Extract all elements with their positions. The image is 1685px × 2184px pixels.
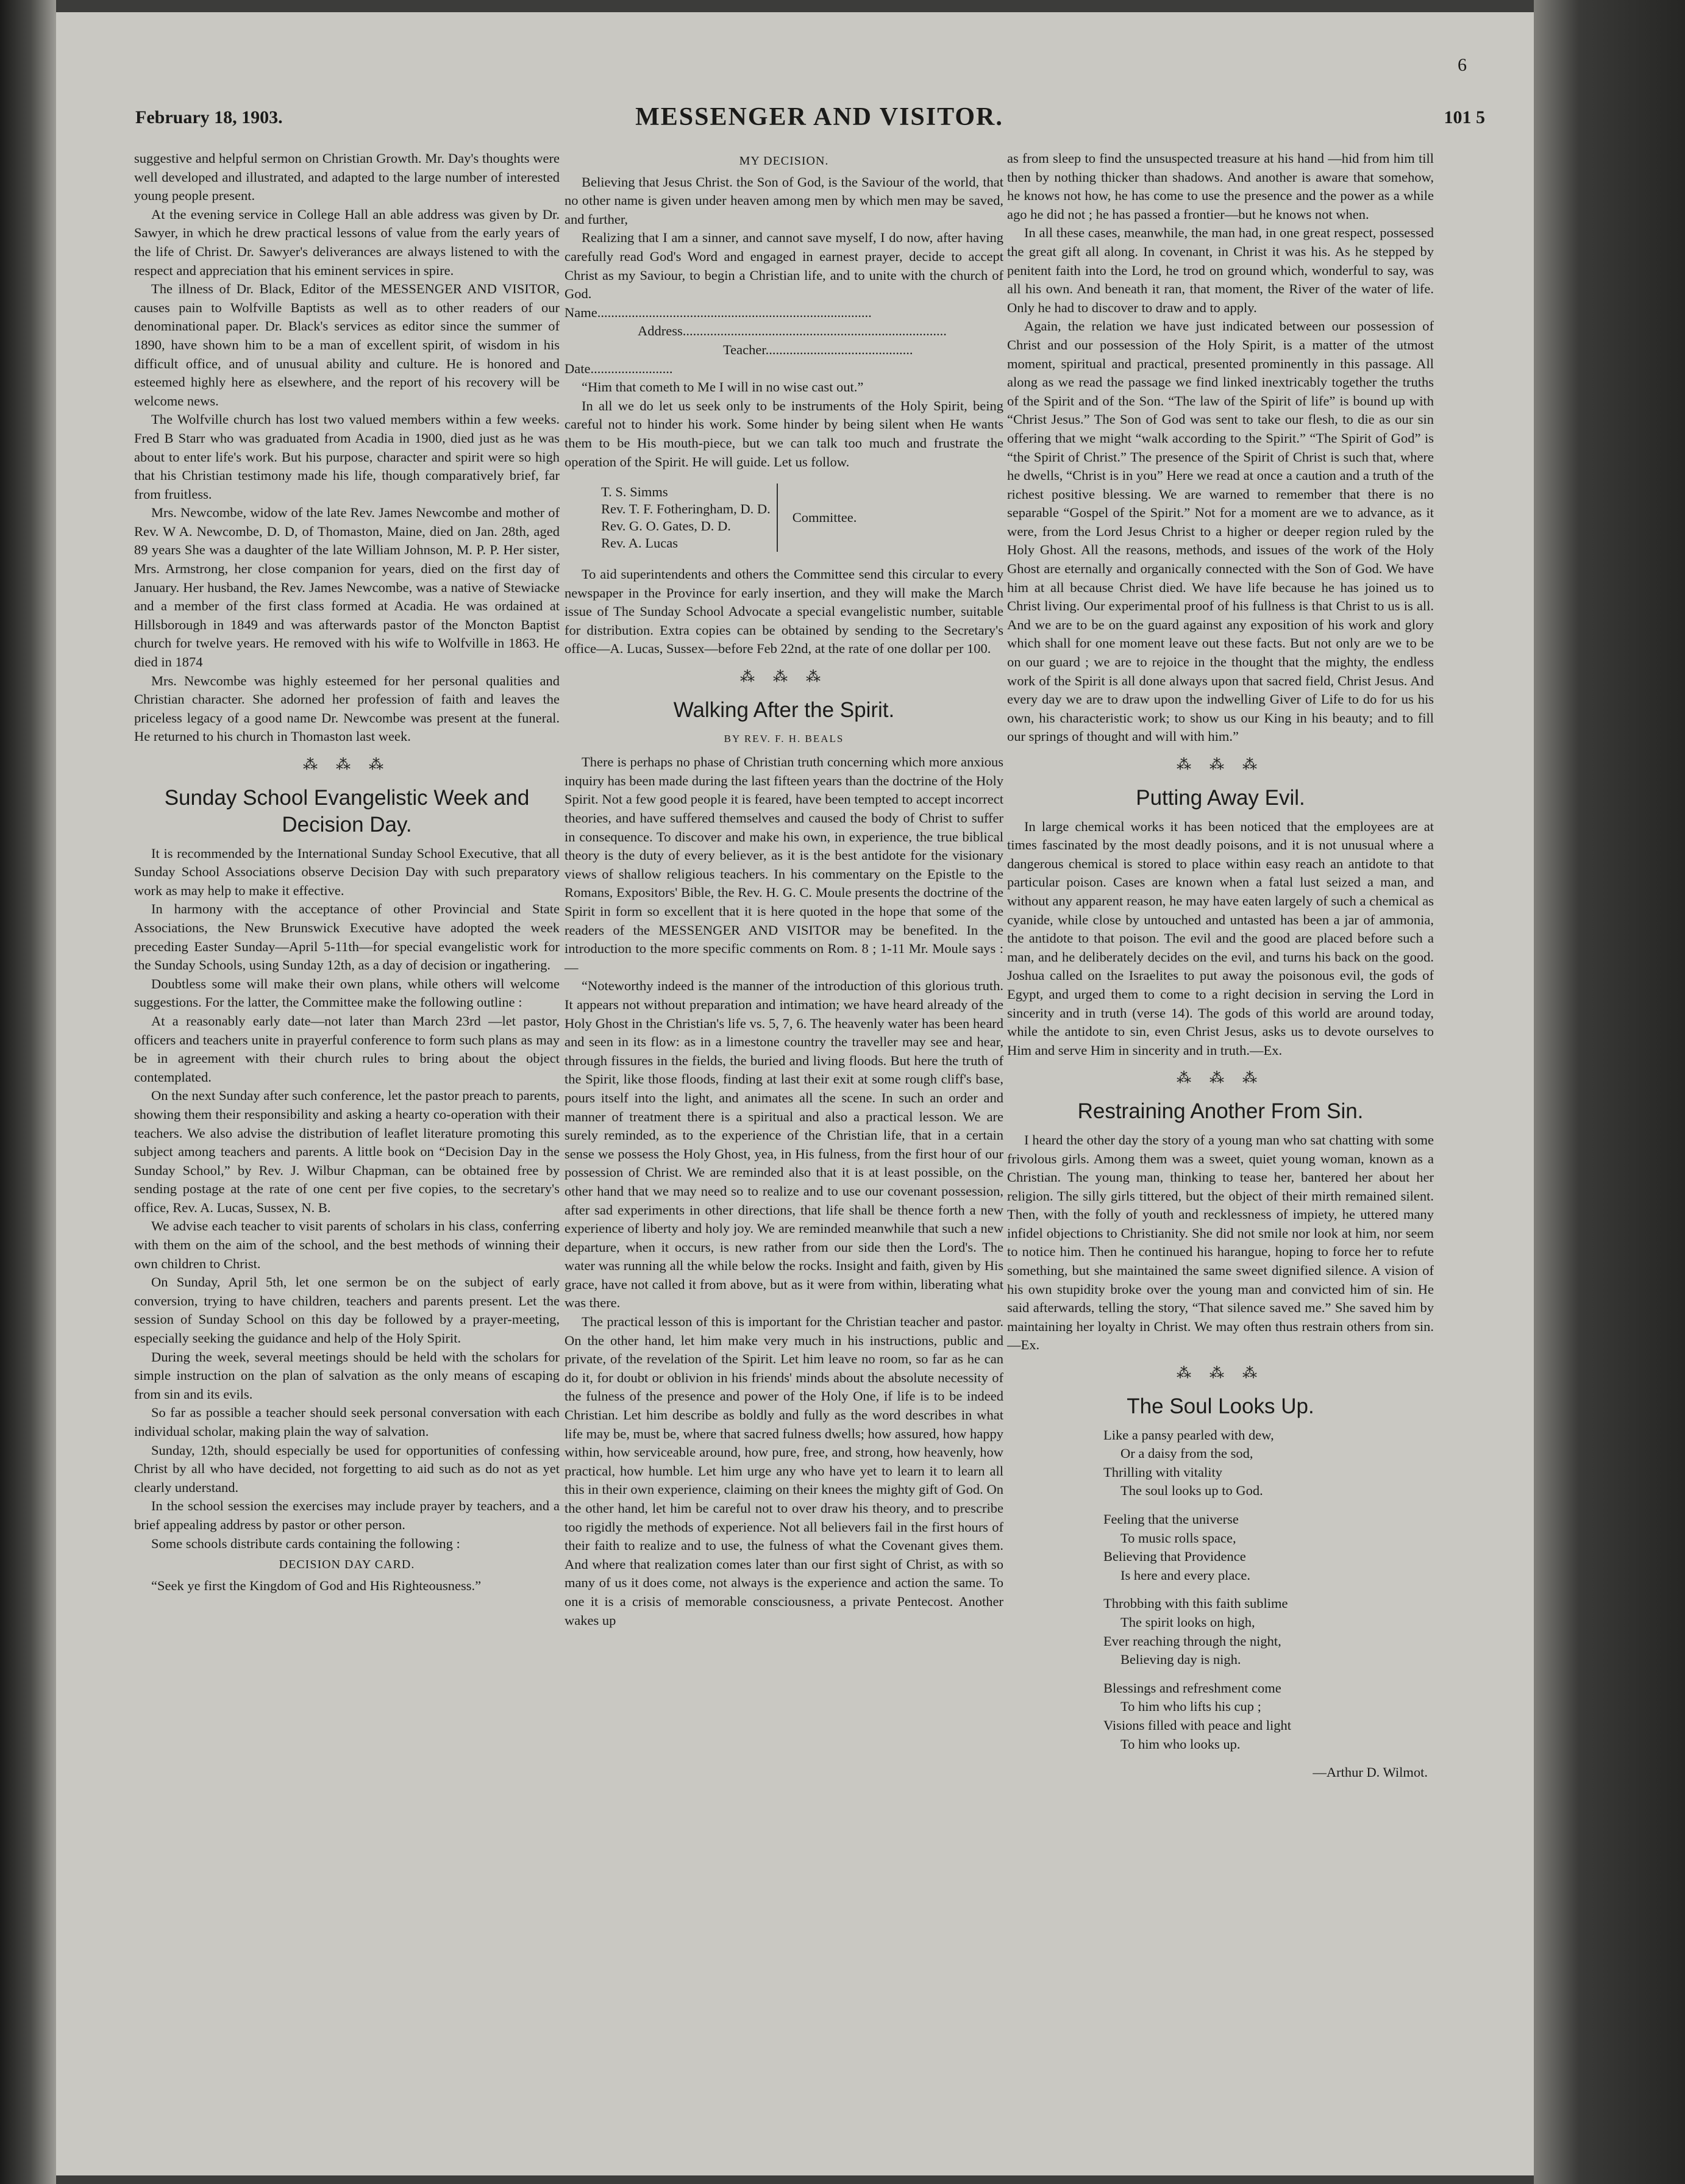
committee-label: Committee. <box>792 509 857 525</box>
section-ornament: ⁂ ⁂ ⁂ <box>1177 757 1264 773</box>
paragraph: In the school session the exercises may include prayer by teachers, and a brief appealing address by pastor or other person. <box>134 1498 560 1532</box>
poem-stanza <box>1086 1679 1434 1754</box>
paragraph: Realizing that I am a sinner, and cannot save myself, I do now, after having carefully read God's Word and engaged in earnest prayer, decide to accept Christ as my Saviour, to begin a Christian life, and to unite with the church of God. <box>565 230 1003 302</box>
masthead-title: MESSENGER AND VISITOR. <box>635 103 1003 131</box>
section-ornament: ⁂ ⁂ ⁂ <box>303 757 391 773</box>
poem-line: To music rolls space, <box>1120 1530 1236 1546</box>
paragraph: We advise each teacher to visit parents of scholars in his class, conferring with them on the aim of the school, and the best methods of winning their own children to Christ. <box>134 1218 560 1271</box>
paragraph: Again, the relation we have just indicated between our possession of Christ and our possession of the Holy Spirit, is a matter of the utmost moment, spiritual and practical, presented prominently in this passage. All along as we read the passage we find linked inextricably together the truths of the Spirit and of the Son. “The law of the Spirit of life” is bound up with “Christ Jesus.” The Son of God was sent to take our flesh, to die as our sin offering that we might “walk according to the Spirit.” “The Spirit of God” is “the Spirit of Christ.” The presence of the Spirit of Christ is such that, where he dwells, “Christ is in you” Here we read at once a caution and a truth of the richest positive blessing. We are warned to remember that there is no separable “Gospel of the Spirit.” Not for a moment are we to advance, as it were, from the Lord Jesus Christ to a higher or deeper region ruled by the Holy Ghost. All the reasons, methods, and issues of the work of the Holy Ghost are eternally and organically connected with the Son of God. We have him at all because Christ died. We have life because he has joined us to Christ living. Our experimental proof of his fullness is that Christ to us is all. And we are to be on the guard against any exposition of his work and glory which shall for one moment leave out these facts. But not only are we to be on our guard ; we are to rejoice in the thought that the mighty, the endless work of the Spirit is all done always upon that sacred field, Christ Jesus. And every day we are to draw upon the indwelling Giver of Life to do for us his own, his characteristic work; to show us our King in his beauty; and to fill our springs of thought and will with him.” <box>1007 318 1434 744</box>
paragraph: In harmony with the acceptance of other Provincial and State Associations, the New Brunswick Executive have adopted the week preceding Easter Sunday—April 5-11th—for special evangelistic work for the Sunday Schools, using Sunday 12th, as a day of decision or ingathering. <box>134 901 560 973</box>
paragraph: Believing that Jesus Christ. the Son of God, is the Saviour of the world, that no other name is given under heaven among men by which men may be saved, and further, <box>565 174 1003 227</box>
paragraph: Sunday, 12th, should especially be used for opportunities of confessing Christ by all who have decided, not forgetting to aid such as do not as yet clearly understand. <box>134 1442 560 1495</box>
section-ornament: ⁂ ⁂ ⁂ <box>740 669 828 686</box>
paragraph: In all these cases, meanwhile, the man had, in one great respect, possessed the great gift all along. In covenant, in Christ it was his. As he stepped by penitent faith into the Lord, he trod on ground which, wonderful to say, was all his own. And beneath it ran, that moment, the River of the water of life. Only he had to discover to draw and to apply. <box>1007 225 1434 315</box>
committee-member: Rev. G. O. Gates, D. D. <box>601 518 731 534</box>
poem-line: Visions filled with peace and light <box>1103 1717 1291 1733</box>
poem-line: Believing that Providence <box>1103 1549 1246 1565</box>
poem-line: Believing day is nigh. <box>1120 1652 1241 1668</box>
poem-line: To him who lifts his cup ; <box>1120 1699 1261 1715</box>
paragraph: On Sunday, April 5th, let one sermon be on the subject of early conversion, trying to have children, teachers and parents present. Let the session of Sunday School on this day be followed by a prayer-meeting, especially seeking the guidance and help of the Holy Spirit. <box>134 1274 560 1346</box>
column-1 <box>134 149 560 1595</box>
paragraph: The practical lesson of this is important for the Christian teacher and pastor. On the other hand, let him make very much in his instructions, public and private, of the revelation of the Spirit. Let him leave no room, so far as he can do it, for doubt or oblivion in his friends' minds about the absolute necessity of the fulness of the presence and power of the Holy One, if life is to be indeed Christian. Let him describe as boldly and fully as the word describes in what life may be, must be, where that sacred fulness dwells; how assured, how happy within, how serviceable around, how pure, free, and strong, how heavenly, how practical, how humble. Let him urge any who have yet to learn it to learn all this in their own experience, claiming on their knees the mighty gift of God. On the other hand, let him be careful not to over draw his theory, and to prescribe too rigidly the methods of experience. Not all believers fail in the first hours of their faith to realize and to use, the fulness of what the Covenant gives them. And where that realization comes later than our first sight of Christ, as with so many of us it does come, not always is the experience and action the same. To one it is a crisis of memorable consciousness, a private Pentecost. Another wakes up <box>565 1314 1003 1628</box>
poem-line: Like a pansy pearled with dew, <box>1103 1427 1274 1443</box>
paragraph: It is recommended by the International Sunday School Executive, that all Sunday School Associations observe Decision Day with such preparatory work as may help to make it effective. <box>134 845 560 898</box>
paragraph: The Wolfville church has lost two valued members within a few weeks. Fred B Starr who was graduated from Acadia in 1900, died just as he was about to enter life's work. But his purpose, character and spirit were so high that his Christian testimony made his life, though comparatively brief, far from fruitless. <box>134 412 560 502</box>
poem-line: The spirit looks on high, <box>1120 1614 1255 1630</box>
form-name-line: Name................................................................................ <box>565 304 872 320</box>
poem-author: —Arthur D. Wilmot. <box>1313 1765 1428 1780</box>
paragraph: I heard the other day the story of a young man who sat chatting with some frivolous girls. Among them was a sweet, quiet young woman, known as a Christian. The young man, thinking to tease her, bantered her about her religion. The silly girls tittered, but the object of their mirth remained silent. Then, with the folly of youth and recklessness of impiety, he uttered many infidel objections to Christianity. She did not smile nor look at him, nor seem to notice him. Then he continued his harangue, hoping to force her to refute something, but she maintained the same sweet dignified silence. A vision of his own stupidity broke over the young man and convicted him of sin. He said afterwards, telling the story, “That silence saved me.” She saved him by maintaining her loyalty in Christ. We may often thus restrain others from sin.—Ex. <box>1007 1132 1434 1353</box>
poem <box>1086 1426 1434 1754</box>
poem-stanza <box>1086 1426 1434 1501</box>
page-header <box>135 55 1503 140</box>
committee-member: T. S. Simms <box>601 484 668 500</box>
paragraph: Mrs. Newcombe was highly esteemed for her personal qualities and Christian character. She adorned her profession of faith and leaves the priceless legacy of a good name Dr. Newcombe was present at the funeral. He returned to his church in Thomaston last week. <box>134 673 560 744</box>
card-heading: DECISION DAY CARD. <box>279 1558 415 1572</box>
paragraph: as from sleep to find the unsuspected treasure at his hand —hid from him till then by nothing thicker than shadows. And another is aware that somehow, he knows not how, he has come to use the presence and the power as a while ago he did not ; he has passed a frontier—but he knows not when. <box>1007 151 1434 222</box>
section-ornament: ⁂ ⁂ ⁂ <box>1177 1071 1264 1087</box>
paragraph: In large chemical works it has been noticed that the employees are at times fascinated by the most deadly poisons, and it is not unusual where a dangerous chemical is stored to place within easy reach an antidote to that particular poison. Cases are known when a fatal lust seized a man, and without any apparent reason, he may have eaten largely of such a chemical as cyanide, while close by untouched and untasted has been a jar of ammonia, the antidote to that poison. The evil and the good are placed before such a man, and he deliberately decides on the evil, and turns his back on the good. Joshua called on the Israelites to put away the poisonous evil, the gods of Egypt, and urged them to come to a right decision in serving the Lord in sincerity and in truth (verse 14). The gods of this world are around today, while the antidote to sin, even Christ Jesus, asks us to devote ourselves to Him and serve Him in sincerity and in truth.—Ex. <box>1007 818 1434 1058</box>
paragraph: “Noteworthy indeed is the manner of the introduction of this glorious truth. It appears not without preparation and intimation; we have heard already of the Holy Ghost in the Christian's life vs. 5, 7, 6. The heavenly water has been heard and seen in its flow: as in a limestone country the traveller may see and hear, through fissures in the fields, the buried and living floods. But here the truth of the Spirit, like those floods, finding at last their exit at some rough cliff's base, pours itself into the light, and animates all the scene. In such an order and manner of treatment there is a spiritual and also a practical lesson. We are surely reminded, as to the experience of the Christian life, that in a certain sense we possess the Holy Ghost, yea, in His fulness, from the first hour of our possession of Christ. We are reminded also that it is at least possible, on the other hand that we may need so to realize and to use our covenant possession, after sad experiments in other directions, that life shall be thence forth a new experience of liberty and holy joy. We are reminded meanwhile that such a new departure, when it occurs, is new rather from our side then the Lord's. The water was running all the while below the rocks. Insight and faith, given by His grace, have not called it from above, but as it were from within, liberating what was there. <box>565 978 1003 1311</box>
committee-block <box>601 484 1003 552</box>
paragraph: On the next Sunday after such conference, let the pastor preach to parents, showing them their responsibility and asking a hearty co-operation with their teachers. We also advise the distribution of leaflet literature promoting this subject among teachers and parents. A little book on “Decision Day in the Sunday School,” by Rev. J. Wilbur Chapman, can be obtained free by sending postage at the rate of one cent per five copies, to the secretary's office, Rev. A. Lucas, Sussex, N. B. <box>134 1088 560 1215</box>
paragraph: suggestive and helpful sermon on Christian Growth. Mr. Day's thoughts were well developed and illustrated, and adapted to the large number of interested young people present. <box>134 151 560 204</box>
paragraph: During the week, several meetings should be held with the scholars for simple instruction on the plan of salvation as the only means of escaping from sin and its evils. <box>134 1349 560 1402</box>
article-title-restraining-sin: Restraining Another From Sin. <box>1077 1099 1364 1123</box>
poem-line: To him who looks up. <box>1120 1736 1241 1752</box>
column-3 <box>1007 149 1434 1782</box>
paragraph: Doubtless some will make their own plans, while others will welcome suggestions. For the latter, the Committee make the following outline : <box>134 976 560 1010</box>
poem-line: Throbbing with this faith sublime <box>1103 1596 1288 1611</box>
poem-title: The Soul Looks Up. <box>1127 1394 1314 1418</box>
poem-line: Is here and every place. <box>1120 1567 1251 1583</box>
paragraph: Mrs. Newcombe, widow of the late Rev. James Newcombe and mother of Rev. W A. Newcombe, D. D, of Thomaston, Maine, died on Jan. 28th, aged 89 years She was a daughter of the late William Johnson, M. P. P. Her sister, Mrs. Armstrong, her close companion for years, died on the first day of January. Her husband, the Rev. James Newcombe, was a native of Stewiacke and a member of the first class formed at Acadia. He was ordained at Hillsborough in 1849 and was afterwards pastor of the Moncton Baptist church for twelve years. He removed with his wife to Wolfville in 1863. He died in 1874 <box>134 505 560 670</box>
poem-stanza <box>1086 1510 1434 1585</box>
article-title-sunday-school: Sunday School Evangelistic Week and Decision Day. <box>164 785 530 837</box>
header-date: February 18, 1903. <box>135 107 283 127</box>
paragraph: There is perhaps no phase of Christian truth concerning which more anxious inquiry has been made during the last fifteen years than the doctrine of the Holy Spirit. Not a few good people it is feared, have been tempted to accept incorrect theories, and have suffered themselves and caused the body of Christ to suffer in consequence. To discover and make his own, in experience, the true biblical theory is the duty of every believer, as it is the best antidote for the visionary views of shallow religious teachers. In his commentary on the Epistle to the Romans, Expositors' Bible, the Rev. H. G. C. Moule presents the doctrine of the Spirit in form so excellent that it is here quoted in the hope that some of the readers of the MESSENGER AND VISITOR may be benefited. In the introduction to the more specific comments on Rom. 8 ; 1-11 Mr. Moule says :— <box>565 754 1003 975</box>
poem-line: Feeling that the universe <box>1103 1511 1239 1527</box>
handwritten-mark: 6 <box>1458 55 1467 75</box>
article-title-walking-spirit: Walking After the Spirit. <box>673 698 895 722</box>
poem-line: Thrilling with vitality <box>1103 1464 1222 1480</box>
paragraph: In all we do let us seek only to be instruments of the Holy Spirit, being careful not to hinder his work. Some hinder by being silent when He wants them to be His mouth-piece, but we can talk too much and frustrate the operation of the Spirit. He will guide. Let us follow. <box>565 398 1003 469</box>
committee-member: Rev. A. Lucas <box>601 535 679 551</box>
paragraph: At the evening service in College Hall an able address was given by Dr. Sawyer, in which he drew practical lessons of value from the early years of the life of Christ. Dr. Sawyer's deliverances are always listened to with the respect and appreciation that his eminent services in spire. <box>134 206 560 278</box>
card-text: “Seek ye first the Kingdom of God and His Righteousness.” <box>151 1577 482 1593</box>
newspaper-page <box>56 12 1534 2175</box>
paragraph: Some schools distribute cards containing the following : <box>151 1535 460 1551</box>
poem-stanza <box>1086 1594 1434 1669</box>
paragraph: So far as possible a teacher should seek personal conversation with each individual scholar, making plain the way of salvation. <box>134 1405 560 1439</box>
poem-line: The soul looks up to God. <box>1120 1483 1263 1499</box>
section-ornament: ⁂ ⁂ ⁂ <box>1177 1366 1264 1382</box>
committee-members <box>601 484 778 552</box>
poem-line: Ever reaching through the night, <box>1103 1633 1281 1649</box>
form-address-line: Address............................................................................. <box>638 323 947 339</box>
paragraph: The illness of Dr. Black, Editor of the MESSENGER AND VISITOR, causes pain to Wolfville Baptists as well as to other readers of our denominational paper. Dr. Black's services as editor since the summer of 1890, have shown him to be a man of excellent spirit, of wisdom in his difficult office, and of unusual ability and culture. He is honored and esteemed highly here as elsewhere, and the report of his recovery will be welcome news. <box>134 281 560 409</box>
decision-heading: MY DECISION. <box>739 154 829 168</box>
form-teacher-line: Teacher........................................... <box>723 341 913 357</box>
scan-right-edge <box>1534 0 1685 2184</box>
paragraph: To aid superintendents and others the Committee send this circular to every newspaper in the Province for early insertion, and they will make the March issue of The Sunday School Advocate a special evangelistic number, suitable for distribution. Extra copies can be obtained by sending to the Secretary's office—A. Lucas, Sussex—before Feb 22nd, at the rate of one dollar per 100. <box>565 566 1003 657</box>
paragraph: At a reasonably early date—not later than March 23rd —let pastor, officers and teachers unite in prayerful conference to form such plans as may be in agreement with their church rules to bring about the object contemplated. <box>134 1013 560 1085</box>
scan-left-edge <box>0 0 56 2184</box>
article-byline: BY REV. F. H. BEALS <box>724 732 844 744</box>
page-number: 101 5 <box>1444 107 1485 127</box>
poem-line: Or a daisy from the sod, <box>1120 1446 1253 1461</box>
paragraph: “Him that cometh to Me I will in no wise cast out.” <box>582 379 864 395</box>
committee-member: Rev. T. F. Fotheringham, D. D. <box>601 501 771 517</box>
column-2 <box>560 149 1003 1630</box>
poem-line: Blessings and refreshment come <box>1103 1680 1281 1696</box>
article-title-putting-away-evil: Putting Away Evil. <box>1136 785 1305 810</box>
form-date-line: Date........................ <box>565 360 673 376</box>
